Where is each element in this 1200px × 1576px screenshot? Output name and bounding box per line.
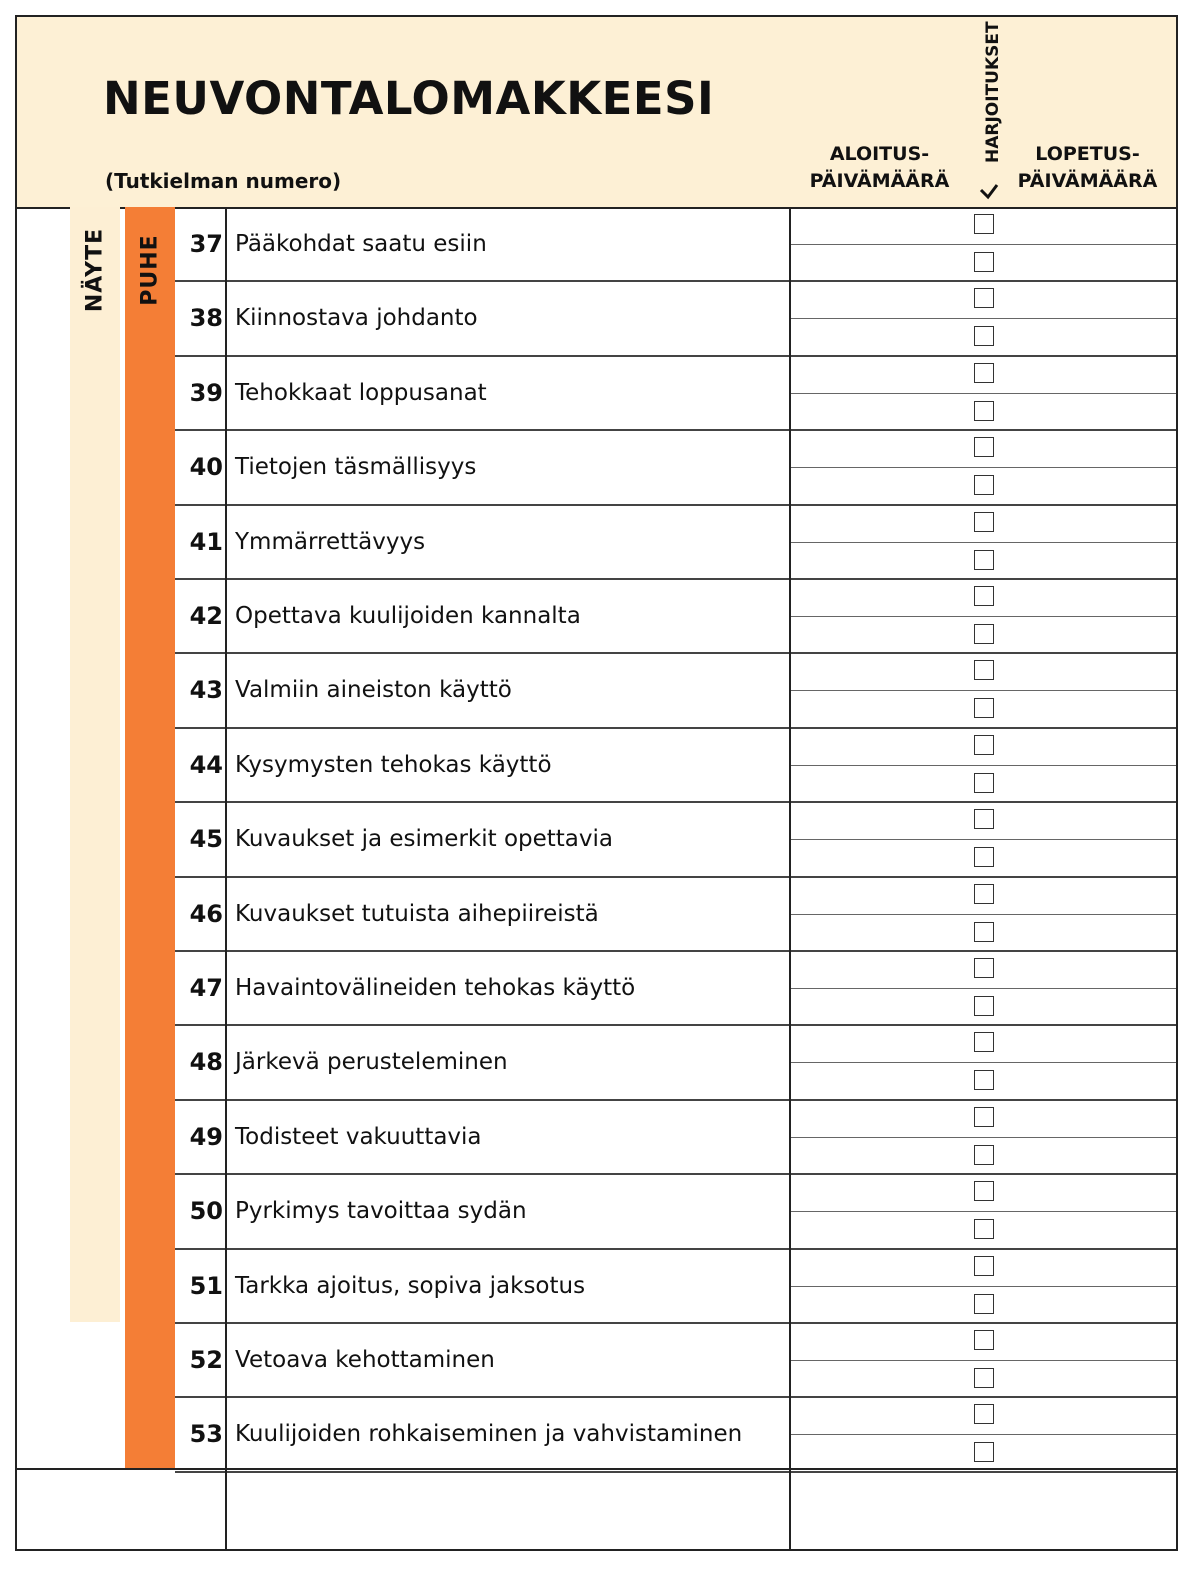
date-entry-line <box>791 542 1176 543</box>
practice-checkbox[interactable] <box>974 363 994 383</box>
counsel-point-row <box>17 1323 1176 1397</box>
date-entry-line <box>791 1471 1176 1473</box>
counsel-point-label: Vetoava kehottaminen <box>235 1347 495 1373</box>
date-entry-line <box>791 1137 1176 1138</box>
counsel-point-label: Tietojen täsmällisyys <box>235 454 477 481</box>
practice-checkbox[interactable] <box>974 1145 994 1165</box>
end-date-header-line1: LOPETUS- <box>1035 143 1140 165</box>
practice-checkbox[interactable] <box>974 1404 994 1424</box>
counsel-point-label: Valmiin aineiston käyttö <box>235 677 512 704</box>
counsel-point-row <box>17 1249 1176 1323</box>
counsel-point-number: 53 <box>189 1420 223 1449</box>
date-entry-line <box>791 839 1176 840</box>
practice-checkbox[interactable] <box>974 1070 994 1090</box>
practice-checkbox[interactable] <box>974 698 994 718</box>
practice-checkbox[interactable] <box>974 252 994 272</box>
counsel-point-number: 49 <box>189 1122 223 1151</box>
counsel-point-label: Kysymysten tehokas käyttö <box>235 751 552 778</box>
practice-checkbox[interactable] <box>974 475 994 495</box>
checkmark-icon <box>978 179 1000 201</box>
date-entry-line <box>791 467 1176 468</box>
counsel-point-row <box>17 579 1176 653</box>
end-date-header-line2: PÄIVÄMÄÄRÄ <box>1017 170 1158 192</box>
counsel-point-label: Järkevä perusteleminen <box>235 1049 508 1076</box>
counsel-point-number: 46 <box>189 899 223 928</box>
practice-checkbox[interactable] <box>974 735 994 755</box>
counsel-point-label: Kuvaukset tutuista aihepiireistä <box>235 900 599 927</box>
counsel-point-row <box>17 356 1176 430</box>
counsel-point-number: 41 <box>189 527 223 556</box>
counsel-point-label: Todisteet vakuuttavia <box>235 1123 482 1150</box>
counsel-point-number: 45 <box>189 825 223 854</box>
start-date-header-line2: PÄIVÄMÄÄRÄ <box>809 170 950 192</box>
footer-divider <box>17 1468 1176 1470</box>
counsel-point-row <box>17 1174 1176 1248</box>
practice-checkbox[interactable] <box>974 922 994 942</box>
counsel-point-number: 47 <box>189 974 223 1002</box>
counsel-point-row <box>17 1397 1176 1471</box>
date-entry-line <box>791 1286 1176 1287</box>
end-date-header <box>1005 141 1170 195</box>
counsel-point-row <box>17 802 1176 876</box>
counsel-point-label: Kuulijoiden rohkaiseminen ja vahvistaminen <box>235 1421 743 1448</box>
practice-checkbox[interactable] <box>974 288 994 308</box>
counsel-point-label: Kuvaukset ja esimerkit opettavia <box>235 826 613 853</box>
date-entry-line <box>791 616 1176 617</box>
counsel-point-number: 43 <box>189 676 223 705</box>
counsel-point-row <box>17 281 1176 355</box>
practice-checkbox[interactable] <box>974 884 994 904</box>
practice-checkbox[interactable] <box>974 660 994 680</box>
study-number-label: (Tutkielman numero) <box>105 169 342 193</box>
counsel-point-row <box>17 207 1176 281</box>
column-divider <box>789 207 791 1551</box>
counsel-point-number: 37 <box>189 230 223 258</box>
counsel-point-row <box>17 653 1176 727</box>
counsel-point-row <box>17 1025 1176 1099</box>
practice-checkbox[interactable] <box>974 1294 994 1314</box>
counsel-point-number: 39 <box>189 378 223 407</box>
counsel-point-row <box>17 430 1176 504</box>
counsel-form <box>15 15 1178 1551</box>
date-entry-line <box>791 988 1176 989</box>
date-entry-line <box>791 393 1176 394</box>
date-entry-line <box>791 690 1176 691</box>
form-title: NEUVONTALOMAKKEESI <box>103 72 715 125</box>
counsel-point-label: Havaintovälineiden tehokas käyttö <box>235 975 636 1001</box>
practice-checkbox[interactable] <box>974 1442 994 1462</box>
counsel-point-label: Tehokkaat loppusanat <box>235 379 487 406</box>
practice-checkbox[interactable] <box>974 1032 994 1052</box>
practice-checkbox[interactable] <box>974 1181 994 1201</box>
practice-checkbox[interactable] <box>974 550 994 570</box>
counsel-point-row <box>17 877 1176 951</box>
practice-checkbox[interactable] <box>974 958 994 978</box>
practice-checkbox[interactable] <box>974 326 994 346</box>
practice-checkbox[interactable] <box>974 847 994 867</box>
form-header <box>17 17 1176 209</box>
practice-checkbox[interactable] <box>974 437 994 457</box>
counsel-point-label: Ymmärrettävyys <box>235 528 426 555</box>
practice-checkbox[interactable] <box>974 1107 994 1127</box>
counsel-point-number: 44 <box>189 750 223 779</box>
speech-section-label: PUHE <box>137 234 163 306</box>
practice-checkbox[interactable] <box>974 996 994 1016</box>
start-date-header-line1: ALOITUS- <box>829 143 930 165</box>
practice-checkbox[interactable] <box>974 1219 994 1239</box>
date-entry-line <box>791 244 1176 245</box>
column-divider <box>225 207 227 1551</box>
practice-checkbox[interactable] <box>974 401 994 421</box>
counsel-point-number: 50 <box>189 1197 223 1226</box>
start-date-header <box>792 141 967 195</box>
practice-checkbox[interactable] <box>974 214 994 234</box>
counsel-point-number: 40 <box>189 453 223 482</box>
practice-header-label: HARJOITUKSET <box>983 21 1003 163</box>
counsel-point-label: Opettava kuulijoiden kannalta <box>235 603 581 629</box>
practice-checkbox[interactable] <box>974 586 994 606</box>
date-entry-line <box>791 914 1176 915</box>
counsel-point-row <box>17 1100 1176 1174</box>
practice-checkbox[interactable] <box>974 1330 994 1350</box>
practice-checkbox[interactable] <box>974 773 994 793</box>
counsel-point-number: 51 <box>189 1271 223 1300</box>
row-divider <box>175 1471 789 1473</box>
counsel-point-number: 42 <box>189 602 223 630</box>
sample-section-label: NÄYTE <box>82 227 108 313</box>
counsel-point-label: Pääkohdat saatu esiin <box>235 231 487 257</box>
date-entry-line <box>791 318 1176 319</box>
counsel-point-label: Kiinnostava johdanto <box>235 305 478 332</box>
practice-checkbox[interactable] <box>974 624 994 644</box>
date-entry-line <box>791 1062 1176 1063</box>
practice-checkbox[interactable] <box>974 1368 994 1388</box>
counsel-point-row <box>17 951 1176 1025</box>
counsel-point-row <box>17 505 1176 579</box>
practice-header <box>971 21 1003 201</box>
date-entry-line <box>791 1434 1176 1435</box>
date-entry-line <box>791 765 1176 766</box>
practice-checkbox[interactable] <box>974 809 994 829</box>
practice-checkbox[interactable] <box>974 512 994 532</box>
practice-checkbox[interactable] <box>974 1256 994 1276</box>
counsel-point-number: 38 <box>189 304 223 333</box>
counsel-point-label: Tarkka ajoitus, sopiva jaksotus <box>235 1272 586 1299</box>
counsel-point-number: 52 <box>189 1346 223 1374</box>
counsel-point-label: Pyrkimys tavoittaa sydän <box>235 1198 527 1225</box>
date-entry-line <box>791 1211 1176 1212</box>
date-entry-line <box>791 1360 1176 1361</box>
counsel-point-row <box>17 728 1176 802</box>
counsel-point-number: 48 <box>189 1048 223 1077</box>
